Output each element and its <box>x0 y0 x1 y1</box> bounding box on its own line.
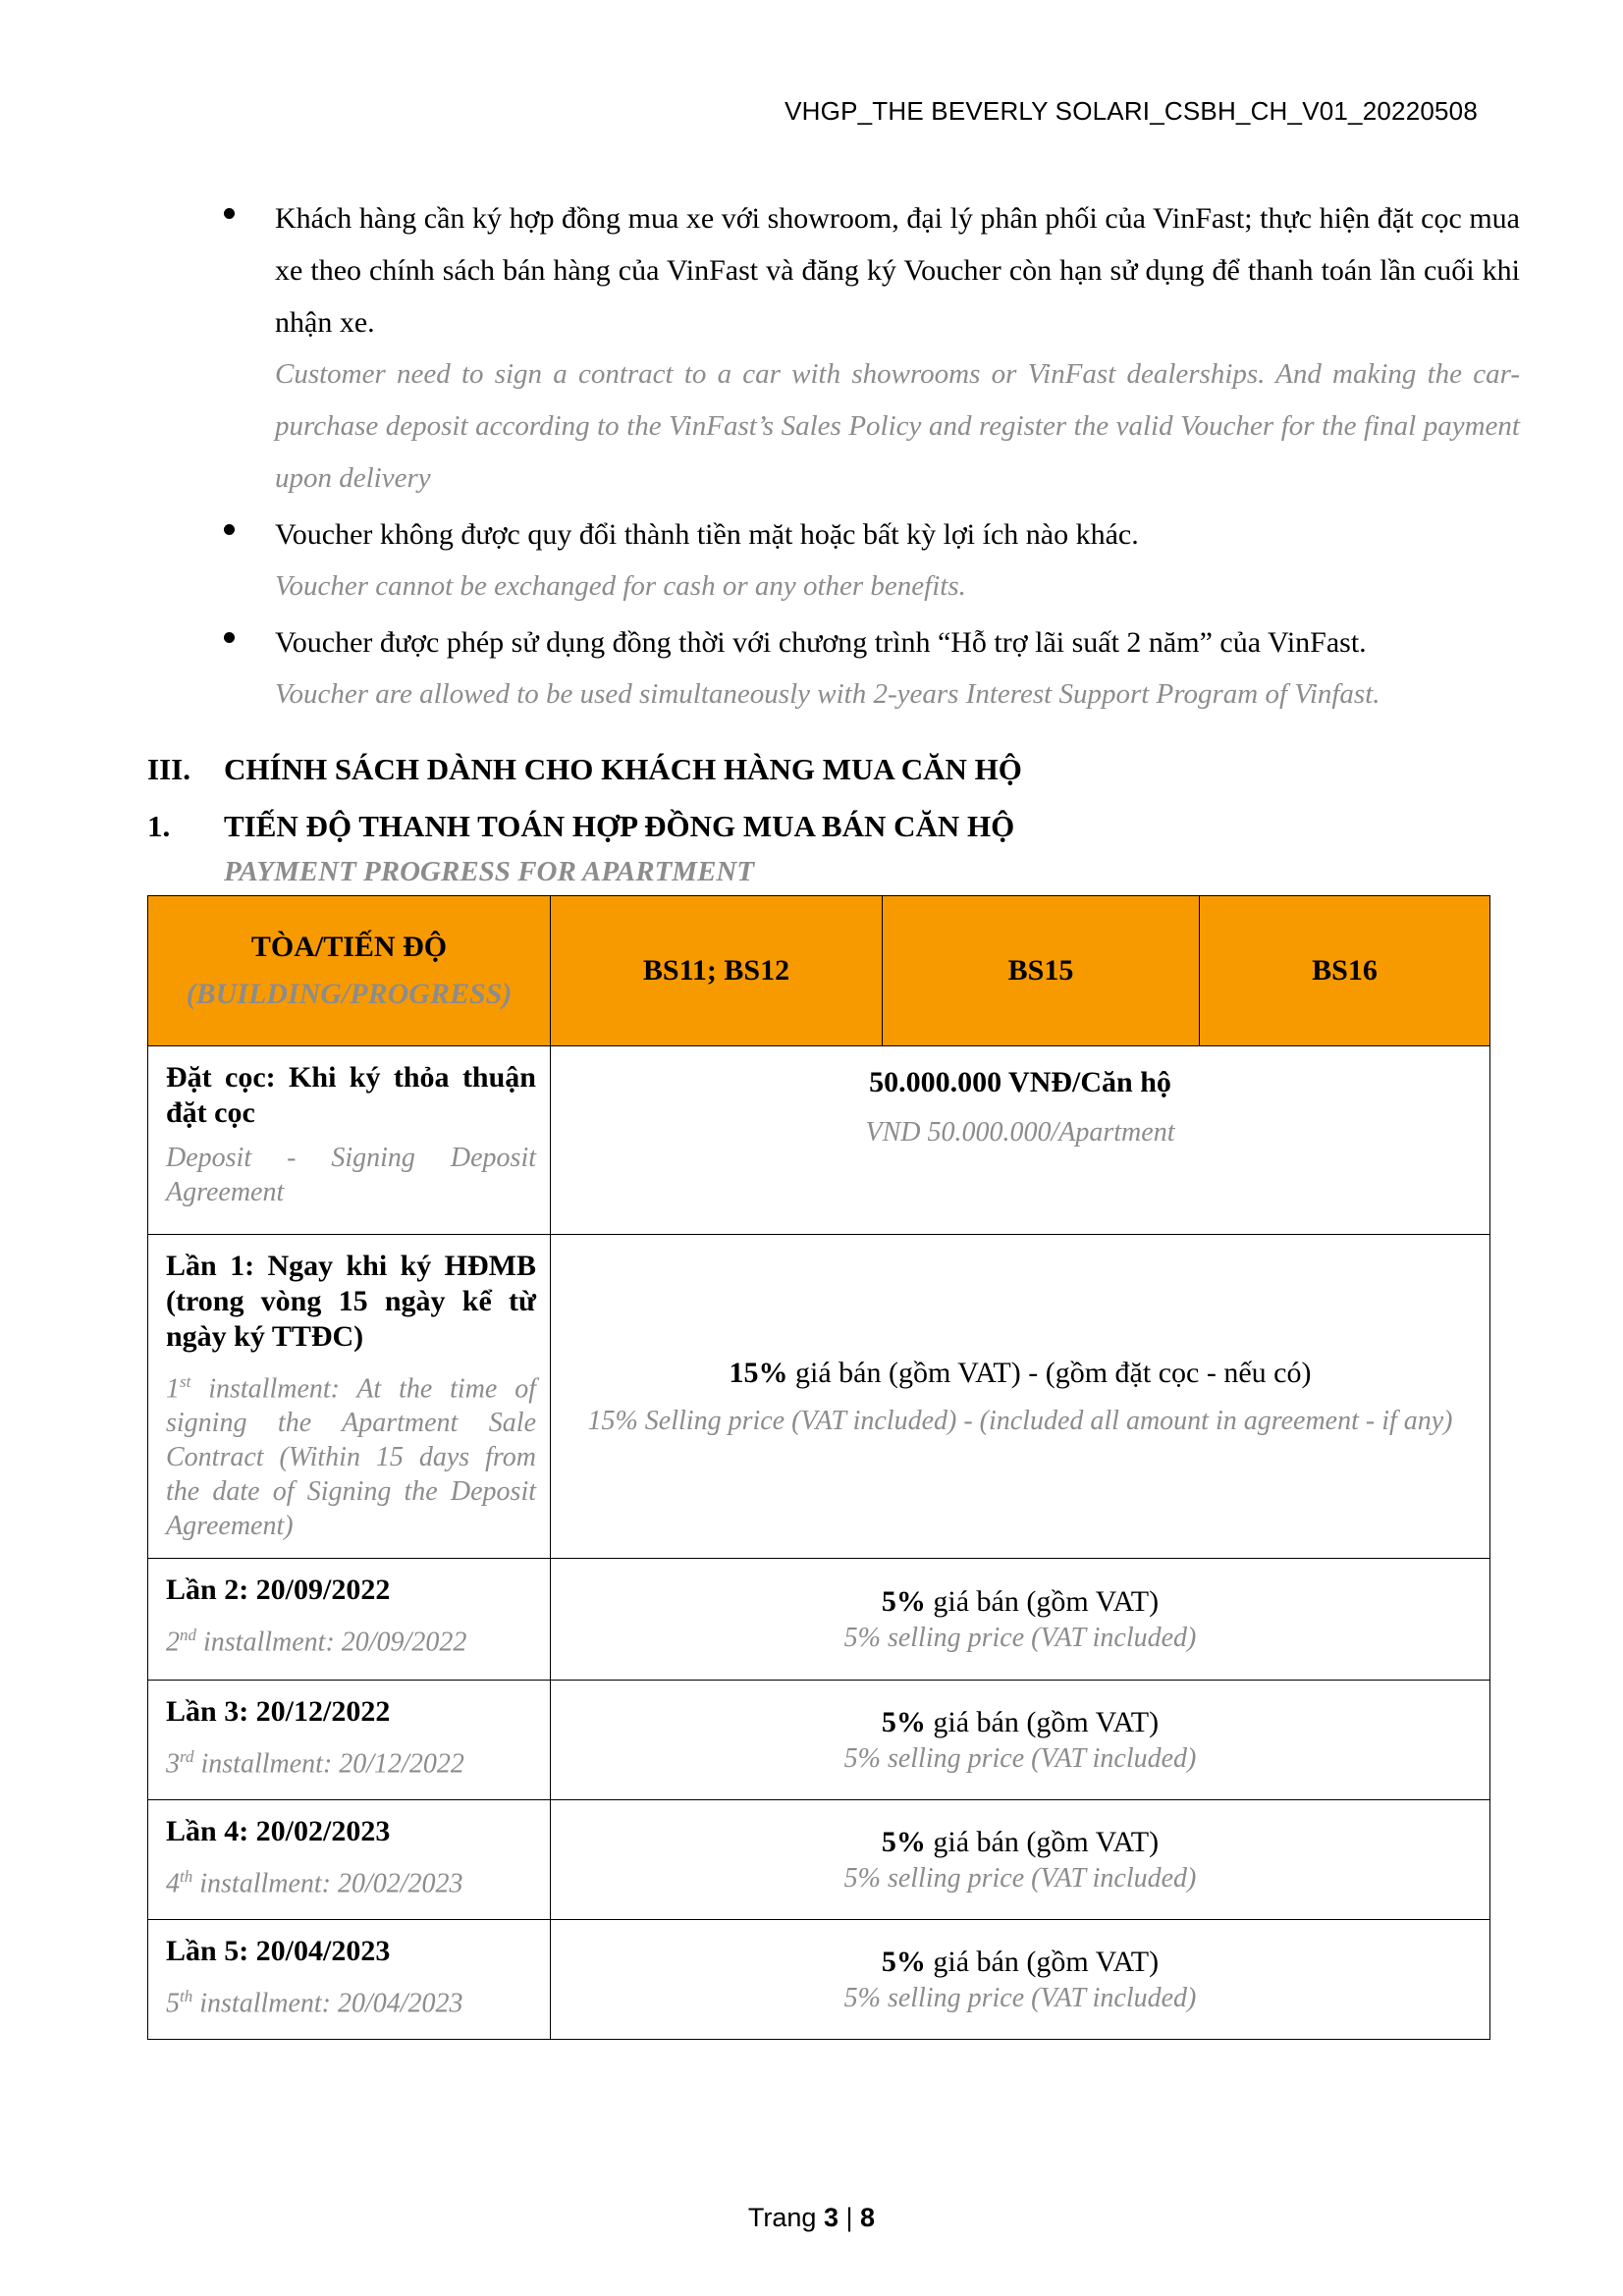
row-label-vi: Lần 4: 20/02/2023 <box>166 1815 391 1847</box>
table-header-row <box>148 896 1490 1046</box>
bullet-icon <box>224 632 235 643</box>
table-row <box>148 1920 1490 2040</box>
row-label-cell <box>148 1046 551 1235</box>
bullet-text-en: Voucher cannot be exchanged for cash or any other benefits. <box>275 570 966 602</box>
subsection-title-en: PAYMENT PROGRESS FOR APARTMENT <box>224 856 755 887</box>
row-label-en: 1st installment: At the time of signing the Apartment Sale Contract (Within 15 days from the date of Signing the Deposit Agreement) <box>166 1372 536 1542</box>
subsection-number: 1. <box>147 809 171 843</box>
row-value-en: 5% selling price (VAT included) <box>843 1622 1197 1653</box>
row-label-vi: Lần 1: Ngay khi ký HĐMB (trong vòng 15 ngày kể từ ngày ký TTĐC) <box>166 1250 536 1353</box>
table-row <box>148 1046 1490 1235</box>
header-col-bs16: BS16 <box>1200 896 1490 1046</box>
row-label-en: 2nd installment: 20/09/2022 <box>166 1626 467 1658</box>
bullet-icon <box>224 524 235 535</box>
page-label: Trang <box>747 2203 824 2232</box>
header-label-vi: TÒA/TIẾN ĐỘ <box>250 931 448 963</box>
row-label-vi: Lần 2: 20/09/2022 <box>166 1574 391 1606</box>
row-label-en: Deposit - Signing Deposit Agreement <box>166 1143 536 1207</box>
row-label-vi: Lần 5: 20/04/2023 <box>166 1935 391 1967</box>
table-row <box>148 1681 1490 1800</box>
row-label-vi: Lần 3: 20/12/2022 <box>166 1695 391 1728</box>
section-number: III. <box>147 752 190 786</box>
list-item <box>224 192 1520 505</box>
row-value-cell <box>551 1235 1490 1559</box>
row-value-vi: 15% giá bán (gồm VAT) - (gồm đặt cọc - nếu có) <box>729 1356 1312 1389</box>
row-value-vi: 5% giá bán (gồm VAT) <box>881 1945 1160 1978</box>
row-value-en: 5% selling price (VAT included) <box>843 1742 1197 1774</box>
row-value-vi: 5% giá bán (gồm VAT) <box>881 1584 1160 1618</box>
row-label-cell <box>148 1235 551 1559</box>
row-value-vi: 5% giá bán (gồm VAT) <box>881 1825 1160 1858</box>
page-number: 3 <box>823 2203 839 2232</box>
row-value-cell <box>551 1920 1490 2040</box>
section-heading <box>147 752 1022 787</box>
row-value-en: VND 50.000.000/Apartment <box>865 1117 1175 1148</box>
bullet-text-en: Customer need to sign a contract to a car with showrooms or VinFast dealerships. And making the car-purchase deposit according to the VinFast’s Sales Policy and register the valid Voucher for the final payment upon delivery <box>275 358 1520 494</box>
payment-table <box>147 895 1490 2040</box>
row-label-cell <box>148 1920 551 2040</box>
row-label-en: 5th installment: 20/04/2023 <box>166 1987 463 2019</box>
subsection-title: TIẾN ĐỘ THANH TOÁN HỢP ĐỒNG MUA BÁN CĂN HỘ <box>224 809 1015 843</box>
row-value-en: 5% selling price (VAT included) <box>843 1982 1197 2013</box>
list-item <box>224 508 1520 613</box>
row-value-cell <box>551 1681 1490 1800</box>
bullet-text-vi: Khách hàng cần ký hợp đồng mua xe với showroom, đại lý phân phối của VinFast; thực hiện đặt cọc mua xe theo chính sách bán hàng của VinFast và đăng ký Voucher còn hạn sử dụng để thanh toán lần cuối khi nhận xe. <box>275 202 1520 339</box>
row-value-cell <box>551 1046 1490 1235</box>
header-building-progress <box>148 896 551 1046</box>
row-value-en: 5% selling price (VAT included) <box>843 1862 1197 1894</box>
row-label-cell <box>148 1800 551 1920</box>
bullet-icon <box>224 208 235 219</box>
table-row <box>148 1800 1490 1920</box>
bullet-text-en: Voucher are allowed to be used simultaneously with 2-years Interest Support Program of Vinfast. <box>275 678 1380 710</box>
table-row <box>148 1559 1490 1681</box>
header-label-en: (BUILDING/PROGRESS) <box>186 978 513 1010</box>
row-value-en: 15% Selling price (VAT included) - (included all amount in agreement - if any) <box>587 1405 1453 1436</box>
header-col-bs15: BS15 <box>883 896 1200 1046</box>
bullet-text-vi: Voucher được phép sử dụng đồng thời với chương trình “Hỗ trợ lãi suất 2 năm” của VinFast. <box>275 626 1367 659</box>
list-item <box>224 616 1520 721</box>
row-value-vi: 50.000.000 VNĐ/Căn hộ <box>869 1066 1171 1098</box>
header-col-bs11-bs12: BS11; BS12 <box>551 896 883 1046</box>
row-label-en: 3rd installment: 20/12/2022 <box>166 1747 464 1780</box>
row-value-cell <box>551 1800 1490 1920</box>
section-title: CHÍNH SÁCH DÀNH CHO KHÁCH HÀNG MUA CĂN HỘ <box>224 752 1022 786</box>
bullet-list <box>224 192 1520 724</box>
page-footer <box>0 2203 1623 2233</box>
row-label-cell <box>148 1559 551 1681</box>
bullet-text-vi: Voucher không được quy đổi thành tiền mặt hoặc bất kỳ lợi ích nào khác. <box>275 518 1139 551</box>
page-total: 8 <box>860 2203 876 2232</box>
page-separator: | <box>839 2203 861 2232</box>
row-value-vi: 5% giá bán (gồm VAT) <box>881 1705 1160 1738</box>
row-label-vi: Đặt cọc: Khi ký thỏa thuận đặt cọc <box>166 1061 536 1129</box>
document-code: VHGP_THE BEVERLY SOLARI_CSBH_CH_V01_20220508 <box>784 96 1478 126</box>
subsection-heading <box>147 809 1014 844</box>
table-row <box>148 1235 1490 1559</box>
row-label-en: 4th installment: 20/02/2023 <box>166 1867 463 1899</box>
row-label-cell <box>148 1681 551 1800</box>
row-value-cell <box>551 1559 1490 1681</box>
